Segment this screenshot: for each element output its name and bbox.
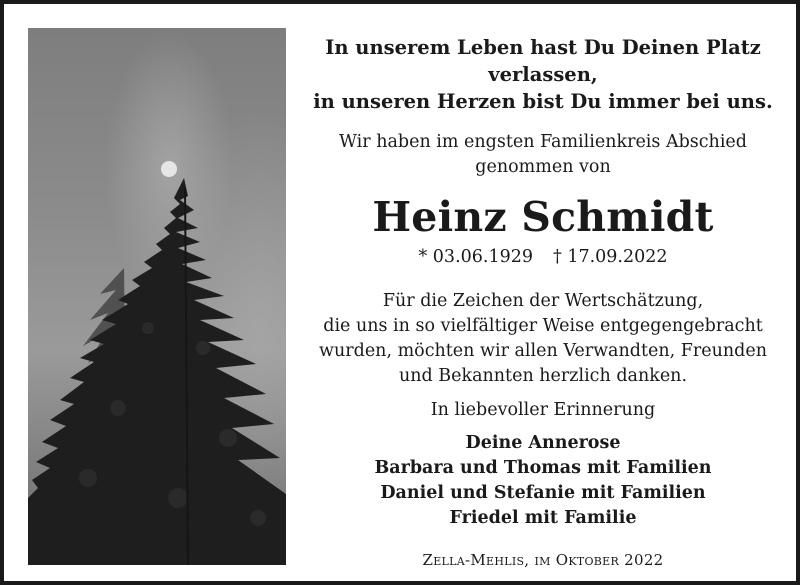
death-date: † 17.09.2022 xyxy=(553,247,668,267)
intro-text xyxy=(304,130,782,180)
thanks-line: wurden, möchten wir allen Verwandten, Freunden xyxy=(319,341,767,361)
tree-photo-graphic xyxy=(28,28,286,565)
obituary-text xyxy=(304,28,782,570)
intro-line: genommen von xyxy=(475,157,611,177)
motto-line: In unserem Leben hast Du Deinen Platz verlassen, xyxy=(325,36,761,86)
mourner-name: Daniel und Stefanie mit Familien xyxy=(380,483,706,503)
mourner-name: Barbara und Thomas mit Familien xyxy=(374,458,712,478)
life-dates xyxy=(304,245,782,269)
thanks-line: die uns in so vielfältiger Weise entgegengebracht xyxy=(323,316,763,336)
motto xyxy=(304,34,782,115)
memory-line: In liebevoller Erinnerung xyxy=(430,400,656,420)
thanks-line: Für die Zeichen der Wertschätzung, xyxy=(382,291,704,311)
thanks-text xyxy=(304,289,782,389)
fir-tree-with-moon-photo xyxy=(28,28,286,565)
mourners-list xyxy=(304,431,782,531)
thanks-line: und Bekannten herzlich danken. xyxy=(398,366,688,386)
motto-line: in unseren Herzen bist Du immer bei uns. xyxy=(313,90,773,113)
place-and-date: Zella-Mehlis, im Oktober 2022 xyxy=(422,551,664,569)
birth-date: * 03.06.1929 xyxy=(418,247,533,267)
moon-shape xyxy=(161,161,177,177)
mourner-name: Friedel mit Familie xyxy=(449,508,637,528)
deceased-name: Heinz Schmidt xyxy=(372,193,714,241)
mourner-name: Deine Annerose xyxy=(465,433,621,453)
intro-line: Wir haben im engsten Familienkreis Abschied xyxy=(338,132,747,152)
